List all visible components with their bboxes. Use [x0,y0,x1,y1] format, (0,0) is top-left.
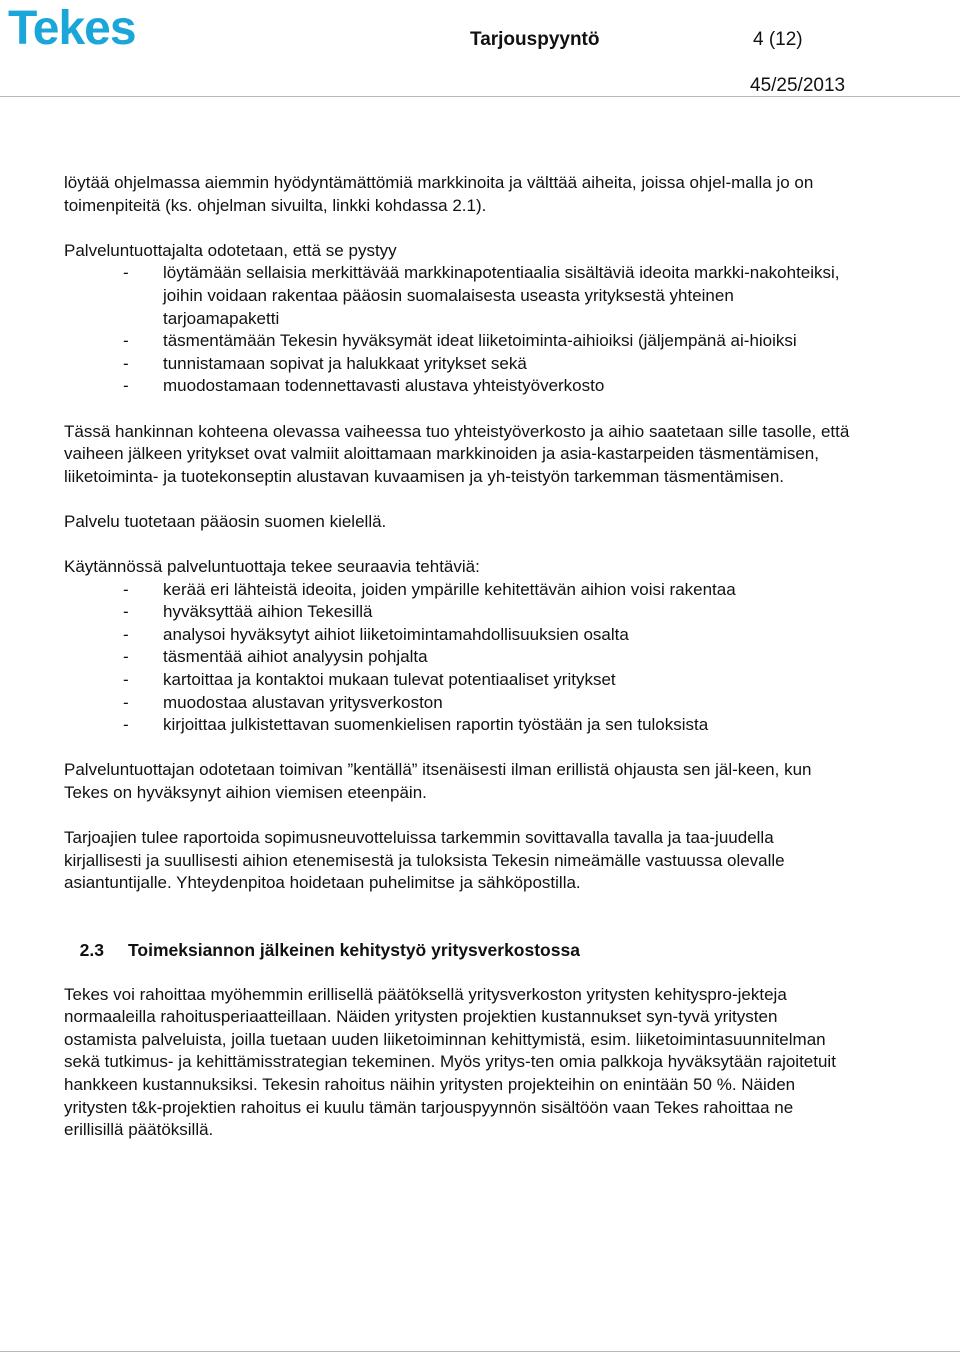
footer-divider [0,1351,960,1352]
list-item: - hyväksyttää aihion Tekesillä [64,601,854,624]
paragraph: Palveluntuottajalta odotetaan, että se pystyy [64,240,397,260]
paragraph: löytää ohjelmassa aiemmin hyödyntämättömiä markkinoita ja välttää aiheita, joissa ohjel-malla jo on toimenpiteitä (ks. ohjelman sivuilta, linkki kohdassa 2.1). [64,173,814,215]
paragraph: Tarjoajien tulee raportoida sopimusneuvotteluissa tarkemmin sovittavalla tavalla ja taa-juudella kirjallisesti ja suullisesti aihion etenemisestä ja tuloksista Tekesin nimeämälle vastuussa olevalle asiantuntijalle. Yhteydenpitoa hoidetaan puhelimitse ja sähköpostilla. [64,828,785,893]
list-item: - tunnistamaan sopivat ja halukkaat yritykset sekä [64,353,854,376]
list-item: - muodostaa alustavan yritysverkoston [64,692,854,715]
paragraph: Tekes voi rahoittaa myöhemmin erillisellä päätöksellä yritysverkoston yritysten kehityspro-jekteja normaaleilla rahoitusperiaatteillaan. Näiden yritysten projektien kustannukset syn-tyvä yritysten ostamista palveluista, joilla tuetaan uuden liiketoiminnan kehittymistä, esim. liiketoimintasuunnitelman sekä tutkimus- ja kehittämisstrategian tekeminen. Myös yritys-ten omia palkkoja hyväksytään rajoitetuit hankkeen kustannuksiksi. Tekesin rahoitus näihin yritysten projekteihin on enintään 50 %. Näiden yritysten t&k-projektien rahoitus ei kuulu tämän tarjouspyynnön sisältöön vaan Tekes rahoittaa ne erillisillä päätöksillä. [64,984,836,1140]
logo-text: Tekes [8,4,136,52]
paragraph: Palveluntuottajan odotetaan toimivan ”kentällä” itsenäisesti ilman erillistä ohjausta sen jäl-keen, kun Tekes on hyväksynyt aihion viemisen eteenpäin. [64,760,812,803]
section-heading [64,939,854,962]
section-number: 2.3 [79,940,104,960]
list-item: - kerää eri lähteistä ideoita, joiden ympärille kehitettävän aihion voisi rakentaa [64,579,854,602]
task-list [64,579,854,737]
list-item: - kartoittaa ja kontaktoi mukaan tulevat potentiaaliset yritykset [64,669,854,692]
paragraph: Käytännössä palveluntuottaja tekee seuraavia tehtäviä: [64,557,480,577]
paragraph: Palvelu tuotetaan pääosin suomen kielellä. [64,511,387,531]
tekes-logo [8,4,158,52]
document-body [64,172,854,1142]
document-date: 45/25/2013 [750,75,846,96]
section-title: Toimeksiannon jälkeinen kehitystyö yritysverkostossa [128,940,580,960]
paragraph: Tässä hankinnan kohteena olevassa vaiheessa tuo yhteistyöverkosto ja aihio saatetaan sille tasolle, että vaiheen jälkeen yritykset ovat valmiit aloittamaan markkinoiden ja asia-kastarpeiden täsmentämisen, liiketoiminta- ja tuotekonseptin alustavan kuvaamisen ja yh-teistyön tarkemman täsmentämisen. [64,421,850,486]
list-item: - täsmentää aihiot analyysin pohjalta [64,646,854,669]
list-item: - muodostamaan todennettavasti alustava yhteistyöverkosto [64,375,854,398]
list-item: - kirjoittaa julkistettavan suomenkielisen raportin työstään ja sen tuloksista [64,714,854,737]
document-title: Tarjouspyyntö [470,29,600,50]
list-item: - täsmentämään Tekesin hyväksymät ideat liiketoiminta-aihioiksi (jäljempänä ai-hioiksi [64,330,854,353]
page-number: 4 (12) [753,29,803,50]
list-item: - löytämään sellaisia merkittävää markkinapotentiaalia sisältäviä ideoita markki-nakohteiksi, joihin voidaan rakentaa pääosin suomalaisesta useasta yrityksestä yhteinen tarjoamapaketti [64,262,854,330]
header-divider [0,96,960,97]
list-item: - analysoi hyväksytyt aihiot liiketoimintamahdollisuuksien osalta [64,624,854,647]
capability-list [64,262,854,398]
